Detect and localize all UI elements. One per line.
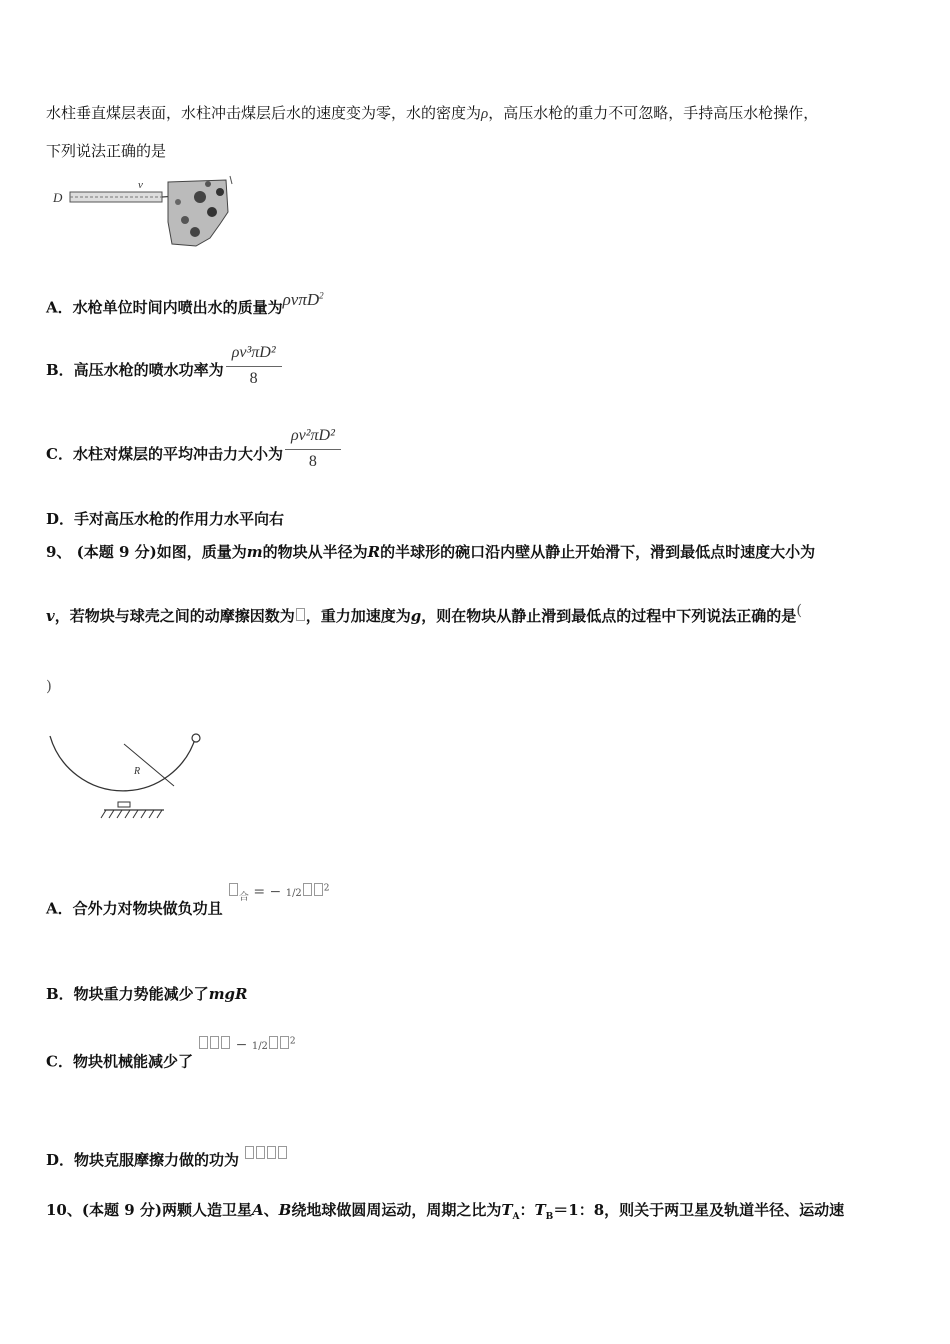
q9-text-d: ，若物块与球壳之间的动摩擦因数为 bbox=[54, 607, 295, 625]
q9-option-c-minus: − bbox=[235, 1036, 248, 1053]
var-b: B bbox=[278, 1201, 292, 1219]
q9-option-a-text: A．合外力对物块做负功且 bbox=[46, 899, 223, 918]
q9-option-c[interactable] bbox=[46, 1036, 296, 1075]
question-10-stem bbox=[46, 1200, 844, 1227]
q10-text-b: 绕地球做圆周运动，周期之比为 bbox=[291, 1201, 502, 1219]
var-tb: T bbox=[534, 1201, 546, 1219]
mu-placeholder-box bbox=[296, 608, 305, 621]
q9-option-a[interactable] bbox=[46, 883, 330, 925]
question-9-score: (本题 9 分) bbox=[76, 543, 157, 561]
q9-option-d-text: D．物块克服摩擦力做的功为 bbox=[46, 1151, 240, 1169]
q9-option-b[interactable] bbox=[46, 984, 248, 1004]
q9-text-b: 的物块从半径为 bbox=[262, 543, 368, 561]
q9-option-c-text: C．物块机械能减少了 bbox=[46, 1052, 193, 1071]
option-b-denominator: 8 bbox=[249, 370, 258, 387]
intro-text-b: ，高压水枪的重力不可忽略，手持高压水枪操作， bbox=[488, 104, 819, 122]
var-a: A bbox=[251, 1201, 264, 1219]
question-9-stem-line-1 bbox=[46, 542, 815, 562]
question-9-stem-line-2 bbox=[46, 601, 803, 626]
fig-label-r: R bbox=[134, 766, 141, 777]
sub-a: A bbox=[512, 1212, 520, 1222]
paren-close: ) bbox=[46, 677, 52, 695]
q9-option-c-formula: − 1/2 $^2$ bbox=[198, 1037, 295, 1053]
q9-text-a: 如图，质量为 bbox=[156, 543, 247, 561]
option-a-text: A．水枪单位时间内喷出水的质量为 bbox=[46, 298, 283, 317]
q9-option-d-formula bbox=[244, 1145, 288, 1163]
q10-colon: ： bbox=[519, 1201, 535, 1219]
q10-text-c: ＝1：8，则关于两卫星及轨道半径、运动速 bbox=[553, 1201, 845, 1219]
q10-sep: 、 bbox=[263, 1201, 279, 1219]
q9-text-c: 的半球形的碗口沿内壁从静止开始滑下，滑到最低点时速度大小为 bbox=[380, 543, 816, 561]
fig-label-v: v bbox=[138, 179, 143, 191]
q9-option-a-formula: $_合$ = − 1/2 $^2$ bbox=[228, 884, 330, 900]
q9-option-a-frac: 1/2 bbox=[285, 887, 302, 899]
sub-b: B bbox=[545, 1212, 554, 1222]
bowl-figure bbox=[46, 728, 206, 834]
q9-option-b-text: B．物块重力势能减少了 bbox=[46, 985, 209, 1003]
question-10-score: (本题 9 分) bbox=[81, 1201, 162, 1219]
q9-option-a-eq: = − bbox=[253, 883, 282, 900]
q9-option-b-formula: mgR bbox=[208, 985, 248, 1003]
option-c[interactable] bbox=[46, 426, 341, 472]
option-c-text: C．水柱对煤层的平均冲击力大小为 bbox=[46, 445, 283, 463]
q9-option-c-frac: 1/2 bbox=[251, 1040, 268, 1052]
intro-text-a: 水柱垂直煤层表面，水柱冲击煤层后水的速度变为零，水的密度为 bbox=[46, 104, 482, 122]
var-m: m bbox=[246, 543, 263, 561]
q10-text-a: 两颗人造卫星 bbox=[161, 1201, 252, 1219]
option-b-fraction bbox=[226, 343, 282, 389]
paren-open: ( bbox=[796, 601, 803, 619]
var-g: g bbox=[410, 607, 422, 625]
option-b-numerator: ρv³πD² bbox=[226, 343, 282, 367]
question-10-number: 10、 bbox=[46, 1201, 82, 1219]
option-b[interactable] bbox=[46, 343, 282, 389]
water-gun-figure bbox=[50, 172, 240, 254]
var-ta: T bbox=[501, 1201, 513, 1219]
option-d[interactable]: D．手对高压水枪的作用力水平向右 bbox=[46, 510, 285, 528]
var-v: v bbox=[46, 607, 55, 625]
option-c-fraction bbox=[285, 426, 341, 472]
option-c-denominator: 8 bbox=[308, 453, 317, 470]
option-b-text: B．高压水枪的喷水功率为 bbox=[46, 361, 224, 379]
q9-text-e: ，重力加速度为 bbox=[305, 607, 411, 625]
q9-text-f: ，则在物块从静止滑到最低点的过程中下列说法正确的是 bbox=[421, 607, 797, 625]
intro-line-2: 下列说法正确的是 bbox=[46, 142, 167, 160]
var-r: R bbox=[367, 543, 381, 561]
option-c-numerator: ρv²πD² bbox=[285, 426, 341, 450]
question-9-number: 9、 bbox=[46, 543, 72, 561]
rho-symbol: ρ bbox=[481, 106, 489, 122]
option-a[interactable]: A．水枪单位时间内喷出水的质量为ρvπD$^2$ bbox=[46, 289, 324, 317]
q9-option-d[interactable] bbox=[46, 1150, 288, 1170]
option-a-formula: ρvπD bbox=[282, 289, 320, 309]
fig-label-d: D bbox=[53, 190, 63, 205]
intro-line-1 bbox=[46, 103, 818, 124]
